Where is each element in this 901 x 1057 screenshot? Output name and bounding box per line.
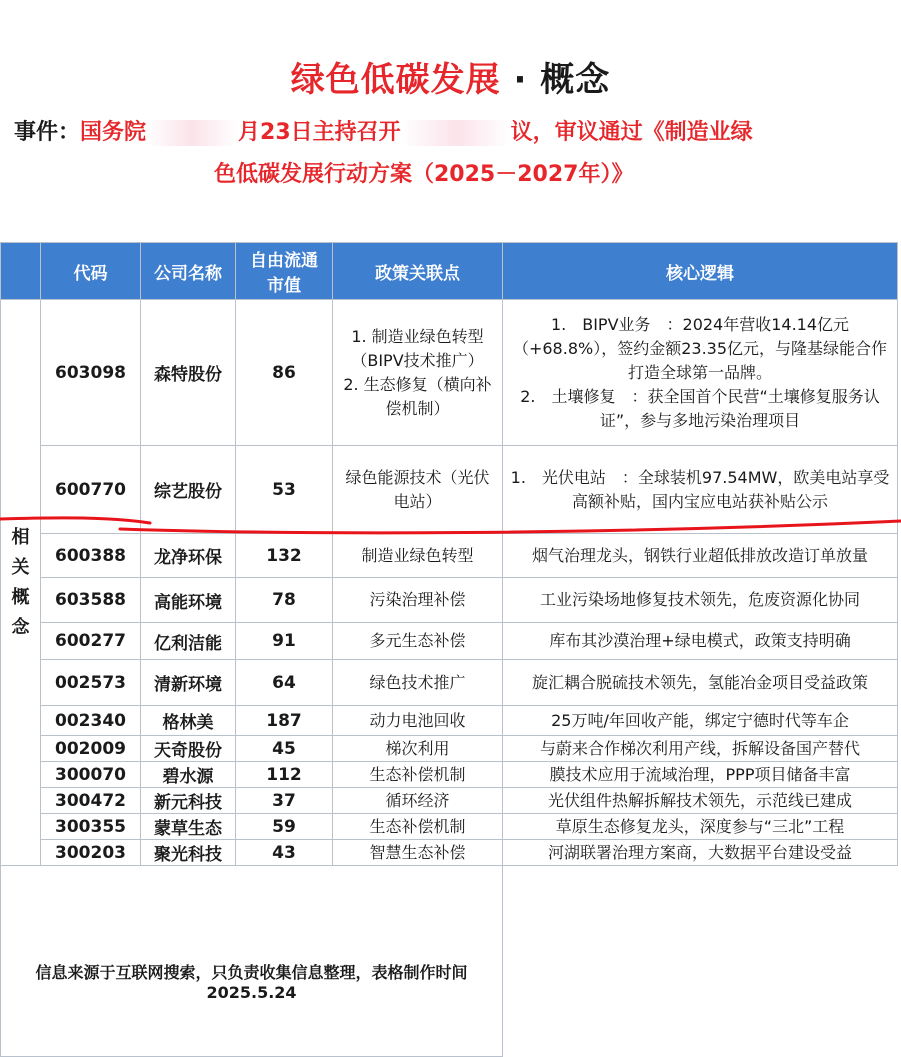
policy-line: 2. 生态修复（横向补偿机制）	[343, 374, 492, 418]
cell-name: 蒙草生态	[141, 814, 236, 840]
concept-table	[0, 242, 898, 1057]
table-row	[1, 446, 898, 534]
table-row	[1, 660, 898, 706]
cell-cap: 45	[236, 736, 333, 762]
table-row	[1, 840, 898, 866]
table-header-row	[1, 243, 898, 300]
event-label: 事件：	[14, 120, 81, 145]
table-row	[1, 300, 898, 446]
cell-policy: 绿色技术推广	[333, 660, 503, 706]
cell-logic: 工业污染场地修复技术领先，危废资源化协同	[503, 578, 898, 623]
cell-cap: 86	[236, 300, 333, 446]
table-row	[1, 578, 898, 623]
cell-logic: 与蔚来合作梯次利用产线，拆解设备国产替代	[503, 736, 898, 762]
cell-name: 碧水源	[141, 762, 236, 788]
cell-code: 603098	[41, 300, 141, 446]
table-row	[1, 736, 898, 762]
cell-name: 高能环境	[141, 578, 236, 623]
cell-policy	[333, 300, 503, 446]
cell-code: 600277	[41, 623, 141, 660]
cell-cap: 112	[236, 762, 333, 788]
cell-name: 综艺股份	[141, 446, 236, 534]
cell-name: 格林美	[141, 706, 236, 736]
cell-logic: 膜技术应用于流域治理，PPP项目储备丰富	[503, 762, 898, 788]
cell-name: 聚光科技	[141, 840, 236, 866]
cell-policy: 生态补偿机制	[333, 814, 503, 840]
cell-cap: 187	[236, 706, 333, 736]
cell-code: 300472	[41, 788, 141, 814]
cell-cap: 43	[236, 840, 333, 866]
header-logic: 核心逻辑	[503, 243, 898, 300]
table-row	[1, 762, 898, 788]
cell-cap: 53	[236, 446, 333, 534]
cell-logic: 草原生态修复龙头，深度参与“三北”工程	[503, 814, 898, 840]
cell-name: 森特股份	[141, 300, 236, 446]
cell-policy: 智慧生态补偿	[333, 840, 503, 866]
cell-name: 亿利洁能	[141, 623, 236, 660]
cell-policy: 污染治理补偿	[333, 578, 503, 623]
event-description	[14, 112, 894, 196]
cell-name: 天奇股份	[141, 736, 236, 762]
cell-code: 300355	[41, 814, 141, 840]
header-policy: 政策关联点	[333, 243, 503, 300]
cell-name: 龙净环保	[141, 534, 236, 578]
cell-logic: 25万吨/年回收产能，绑定宁德时代等车企	[503, 706, 898, 736]
cell-code: 002573	[41, 660, 141, 706]
title-separator: ·	[513, 60, 528, 100]
event-text-1: 国务院	[80, 120, 147, 145]
cell-policy: 循环经济	[333, 788, 503, 814]
cell-cap: 132	[236, 534, 333, 578]
redacted-blur	[146, 120, 238, 146]
page-title	[0, 52, 901, 101]
cell-cap: 64	[236, 660, 333, 706]
cell-code: 600388	[41, 534, 141, 578]
side-label-text: 相关概念	[11, 526, 30, 638]
event-text-3: 议，审议通过《制造业绿	[510, 120, 753, 145]
table-row	[1, 623, 898, 660]
event-text-line2: 色低碳发展行动方案（2025－2027年）》	[214, 162, 634, 187]
title-sub: 概念	[540, 60, 611, 100]
cell-name: 清新环境	[141, 660, 236, 706]
cell-code: 300070	[41, 762, 141, 788]
cell-logic: 旋汇耦合脱硫技术领先，氢能冶金项目受益政策	[503, 660, 898, 706]
cell-logic: 烟气治理龙头，钢铁行业超低排放改造订单放量	[503, 534, 898, 578]
cell-policy: 绿色能源技术（光伏电站）	[333, 446, 503, 534]
cell-policy: 多元生态补偿	[333, 623, 503, 660]
logic-line: 1. BIPV业务 ：2024年营收14.14亿元（+68.8%），签约金额23.35亿元，与隆基绿能合作打造全球第一品牌。	[512, 314, 888, 382]
footer-row	[1, 866, 898, 1057]
cell-policy: 动力电池回收	[333, 706, 503, 736]
cell-code: 603588	[41, 578, 141, 623]
table-row	[1, 788, 898, 814]
cell-code: 002009	[41, 736, 141, 762]
table-row	[1, 706, 898, 736]
cell-code: 600770	[41, 446, 141, 534]
event-text-2: 月23日主持召开	[238, 120, 401, 145]
header-cap: 自由流通市值	[236, 243, 333, 300]
title-main: 绿色低碳发展	[290, 60, 501, 100]
cell-cap: 59	[236, 814, 333, 840]
cell-code: 300203	[41, 840, 141, 866]
cell-cap: 37	[236, 788, 333, 814]
logic-line: 2. 土壤修复 ：获全国首个民营“土壤修复服务认证”，参与多地污染治理项目	[520, 386, 880, 430]
policy-line: 1. 制造业绿色转型（BIPV技术推广）	[351, 326, 484, 370]
header-code: 代码	[41, 243, 141, 300]
header-blank	[1, 243, 41, 300]
cell-cap: 78	[236, 578, 333, 623]
redacted-blur	[401, 120, 511, 146]
cell-name: 新元科技	[141, 788, 236, 814]
cell-logic: 库布其沙漠治理+绿电模式，政策支持明确	[503, 623, 898, 660]
table-row	[1, 534, 898, 578]
table-row	[1, 814, 898, 840]
cell-logic: 1. 光伏电站 ：全球装机97.54MW，欧美电站享受高额补贴，国内宝应电站获补贴公示	[503, 446, 898, 534]
side-label	[1, 300, 41, 866]
cell-code: 002340	[41, 706, 141, 736]
cell-policy: 生态补偿机制	[333, 762, 503, 788]
cell-logic: 光伏组件热解拆解技术领先，示范线已建成	[503, 788, 898, 814]
cell-policy: 制造业绿色转型	[333, 534, 503, 578]
footer-note: 信息来源于互联网搜索，只负责收集信息整理，表格制作时间2025.5.24	[1, 866, 503, 1057]
cell-logic	[503, 300, 898, 446]
cell-logic: 河湖联署治理方案商，大数据平台建设受益	[503, 840, 898, 866]
cell-cap: 91	[236, 623, 333, 660]
cell-policy: 梯次利用	[333, 736, 503, 762]
header-name: 公司名称	[141, 243, 236, 300]
